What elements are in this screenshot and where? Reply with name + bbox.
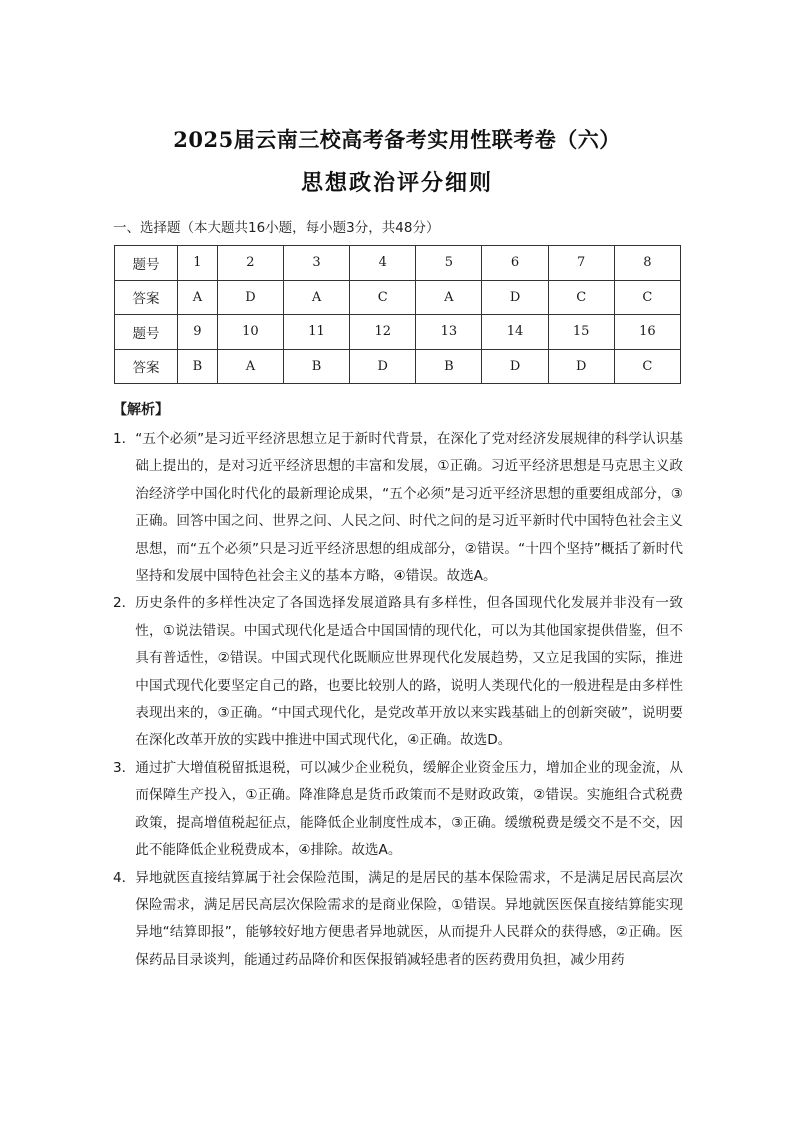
table-cell: C — [614, 349, 680, 384]
table-row — [115, 280, 681, 315]
table-cell: 13 — [416, 315, 482, 350]
analysis-item — [113, 590, 683, 754]
table-cell: D — [482, 280, 548, 315]
table-cell: 15 — [548, 315, 614, 350]
table-cell: C — [548, 280, 614, 315]
table-row — [115, 349, 681, 384]
row-label: 答案 — [115, 349, 178, 384]
table-cell: D — [482, 349, 548, 384]
item-text: 历史条件的多样性决定了各国选择发展道路具有多样性，但各国现代化发展并非没有一致性，①说法错误。中国式现代化是适合中国国情的现代化，可以为其他国家提供借鉴，但不具有普适性，②错误。中国式现代化既顺应世界现代化发展趋势，又立足我国的实际，推进中国式现代化要坚定自己的路，也要比较别人的路，说明人类现代化的一般进程是由多样性表现出来的，③正确。“中国式现代化，是党改革开放以来实践基础上的创新突破”，说明要在深化改革开放的实践中推进中国式现代化，④正确。故选D。 — [135, 595, 683, 749]
table-cell: D — [217, 280, 283, 315]
analysis-item — [113, 426, 683, 590]
table-cell: D — [350, 349, 416, 384]
document-subtitle: 思想政治评分细则 — [300, 170, 493, 196]
table-cell: 10 — [217, 315, 283, 350]
table-cell: A — [178, 280, 218, 315]
table-cell: 1 — [178, 246, 218, 281]
table-cell: 8 — [614, 246, 680, 281]
item-text: “五个必须”是习近平经济思想立足于新时代背景，在深化了党对经济发展规律的科学认识基础上提出的，是对习近平经济思想的丰富和发展，①正确。习近平经济思想是马克思主义政治经济学中国化时代化的最新理论成果，“五个必须”是习近平经济思想的重要组成部分，③正确。回答中国之问、世界之问、人民之问、时代之问的是习近平新时代中国特色社会主义思想，而“五个必须”只是习近平经济思想的组成部分，②错误。“十四个坚持”概括了新时代坚持和发展中国特色社会主义的基本方略，④错误。故选A。 — [135, 431, 683, 585]
row-label: 答案 — [115, 280, 178, 315]
table-cell: A — [416, 280, 482, 315]
item-text: 通过扩大增值税留抵退税，可以减少企业税负，缓解企业资金压力，增加企业的现金流，从而保障生产投入，①正确。降准降息是货币政策而不是财政政策，②错误。实施组合式税费政策，提高增值税起征点，能降低企业制度性成本，③正确。缓缴税费是缓交不是不交，因此不能降低企业税费成本，④排除。故选A。 — [135, 759, 683, 859]
table-row — [115, 246, 681, 281]
row-label: 题号 — [115, 315, 178, 350]
table-cell: C — [350, 280, 416, 315]
item-text: 异地就医直接结算属于社会保险范围，满足的是居民的基本保险需求，不是满足居民高层次保险需求，满足居民高层次保险需求的是商业保险，①错误。异地就医医保直接结算能实现异地“结算即报”，能够较好地方便患者异地就医，从而提升人民群众的获得感，②正确。医保药品目录谈判，能通过药品降价和医保报销减轻患者的医药费用负担，减少用药 — [135, 869, 683, 968]
item-number: 1． — [113, 431, 136, 447]
table-row — [115, 315, 681, 350]
table-cell: 5 — [416, 246, 482, 281]
section-heading: 一、选择题（本大题共16小题，每小题3分，共48分） — [113, 220, 440, 236]
table-cell: 2 — [217, 246, 283, 281]
table-cell: 14 — [482, 315, 548, 350]
item-number: 2． — [113, 595, 136, 612]
table-cell: 7 — [548, 246, 614, 281]
table-cell: 16 — [614, 315, 680, 350]
table-cell: 12 — [350, 315, 416, 350]
analysis-item — [113, 755, 683, 865]
item-number: 3． — [113, 759, 136, 776]
table-cell: B — [283, 349, 349, 384]
table-cell: D — [548, 349, 614, 384]
table-cell: 3 — [283, 246, 349, 281]
table-cell: B — [416, 349, 482, 384]
item-number: 4． — [113, 869, 136, 886]
table-cell: A — [217, 349, 283, 384]
table-cell: 11 — [283, 315, 349, 350]
table-cell: 6 — [482, 246, 548, 281]
document-title: 2025届云南三校高考备考实用性联考卷（六） — [173, 127, 621, 152]
analysis-heading: 【解析】 — [113, 402, 169, 418]
table-cell: A — [283, 280, 349, 315]
table-cell: C — [614, 280, 680, 315]
answer-table — [114, 245, 681, 384]
table-cell: 4 — [350, 246, 416, 281]
row-label: 题号 — [115, 246, 178, 281]
analysis-list — [113, 426, 683, 974]
analysis-item — [113, 865, 683, 975]
table-cell: 9 — [178, 315, 218, 350]
table-cell: B — [178, 349, 218, 384]
